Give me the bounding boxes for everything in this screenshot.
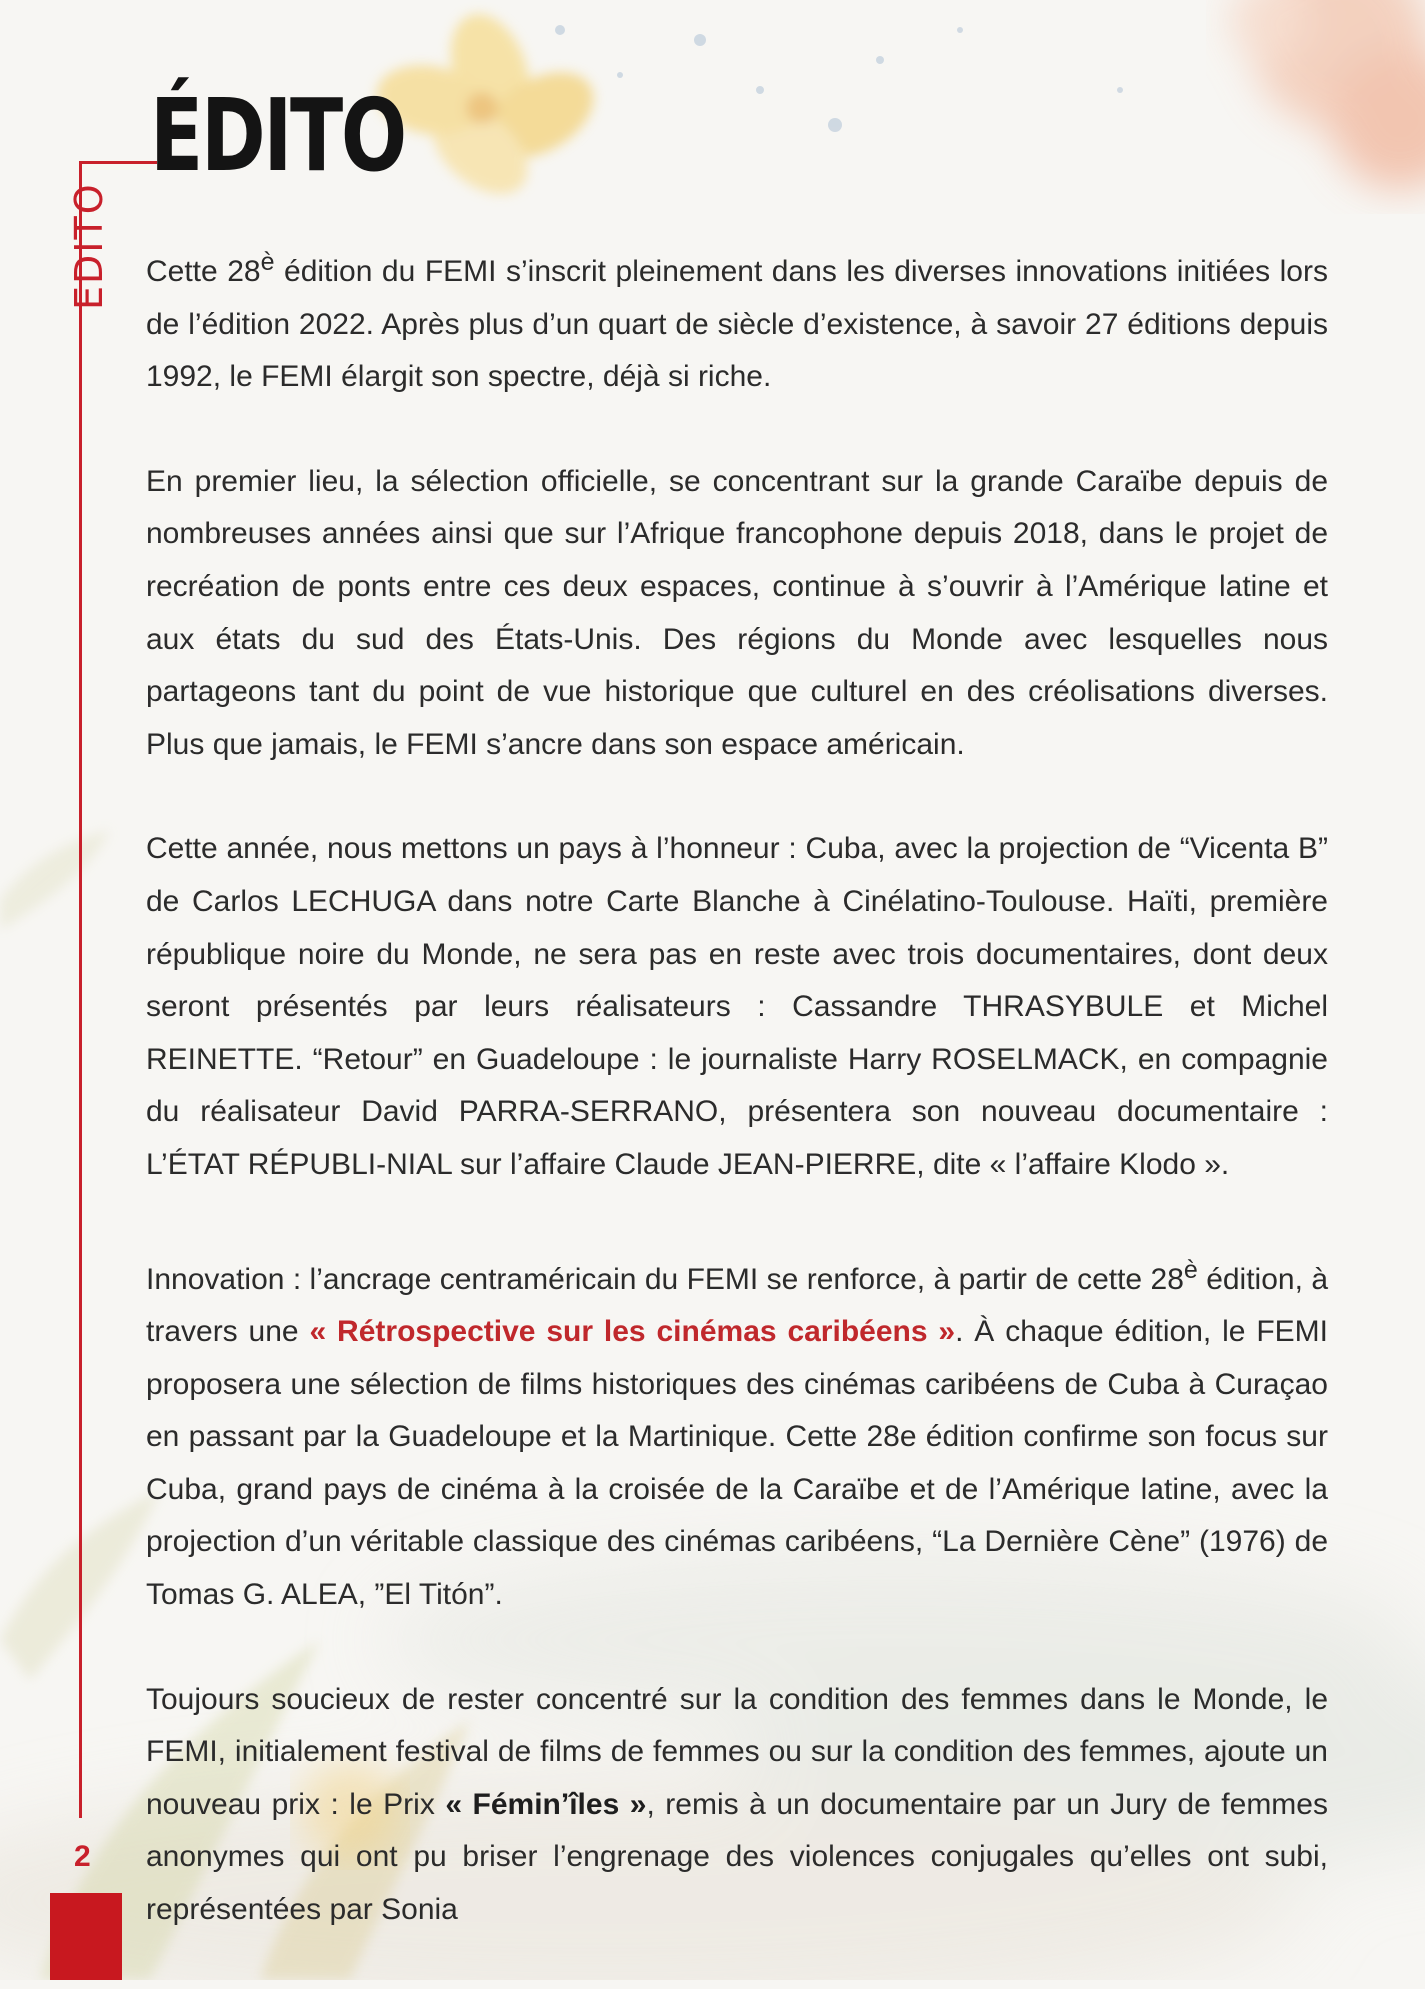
retrospective-highlight: « Rétrospective sur les cinémas caribéens » bbox=[309, 1315, 956, 1349]
editorial-body bbox=[146, 236, 1328, 1989]
superscript: è bbox=[1183, 1255, 1198, 1284]
peach-splash bbox=[1230, 0, 1425, 190]
paragraph-2: En premier lieu, la sélection officielle, se concentrant sur la grande Caraïbe depuis de nombreuses années ainsi que sur l’Afrique francophone depuis 2018, dans le projet de recréation de ponts entre ces deux espaces, continue à s’ouvrir à l’Amérique latine et aux états du sud des États-Unis. Des régions du Monde avec lesquelles nous partageons tant du point de vue historique que culturel en des créolisations diverses. Plus que jamais, le FEMI s’ancre dans son espace américain. bbox=[146, 464, 1328, 761]
flower-icon bbox=[371, 3, 608, 211]
horizontal-accent-rule bbox=[79, 161, 157, 164]
paragraph-5: Toujours soucieux de rester concentré sur la condition des femmes dans le Monde, le FEMI, initialement festival de films de femmes ou sur la condition des femmes, ajoute un nouveau prix : le Prix « Fémin’îles », remis à un documentaire par un Jury de femmes anonymes qui ont pu briser l’engrenage des violences conjugales qu’elles ont subi, représentées par Sonia bbox=[146, 1682, 1328, 1927]
page-number: 2 bbox=[74, 1840, 91, 1873]
superscript: è bbox=[260, 248, 275, 276]
side-section-label: EDITO bbox=[67, 182, 111, 310]
vertical-accent-rule bbox=[79, 161, 82, 1818]
corner-accent-block bbox=[50, 1893, 122, 1980]
page-title: ÉDITO bbox=[150, 77, 405, 194]
paragraph-1: Cette $28^è$ édition du FEMI s’inscrit pleinement dans les diverses innovations initiées lors de l’édition 2022. Après plus d’un quart de siècle d’existence, à savoir 27 éditions depuis 1992, le FEMI élargit son spectre, déjà si riche. bbox=[146, 248, 1328, 394]
paragraph-3: Cette année, nous mettons un pays à l’honneur : Cuba, avec la projection de “Vicenta B” de Carlos LECHUGA dans notre Carte Blanche à Cinélatino-Toulouse. Haïti, première république noire du Monde, ne sera pas en reste avec trois documentaires, dont deux seront présentés par leurs réalisateurs : Cassandre THRASYBULE et Michel REINETTE. “Retour” en Guadeloupe : le journaliste Harry ROSELMACK, en compagnie du réalisateur David PARRA-SERRANO, présentera son nouveau documentaire : L’ÉTAT RÉPUBLI-NIAL sur l’affaire Claude JEAN-PIERRE, dite « l’affaire Klodo ». bbox=[146, 832, 1328, 1181]
prize-highlight: « Fémin’îles » bbox=[445, 1787, 647, 1821]
paragraph-4: Innovation : l’ancrage centraméricain du FEMI se renforce, à partir de cette $28^è$ édition, à travers une « Rétrospective sur les cinémas caribéens ». À chaque édition, le FEMI proposera une sélection de films historiques des cinémas caribéens de Cuba à Curaçao en passant par la Guadeloupe et la Martinique. Cette 28e édition confirme son focus sur Cuba, grand pays de cinéma à la croisée de la Caraïbe et de l’Amérique latine, avec la projection d’un véritable classique des cinémas caribéens, “La Dernière Cène” (1976) de Tomas G. ALEA, ”El Titón”. bbox=[146, 1255, 1329, 1612]
blue-speckles bbox=[555, 25, 1123, 132]
